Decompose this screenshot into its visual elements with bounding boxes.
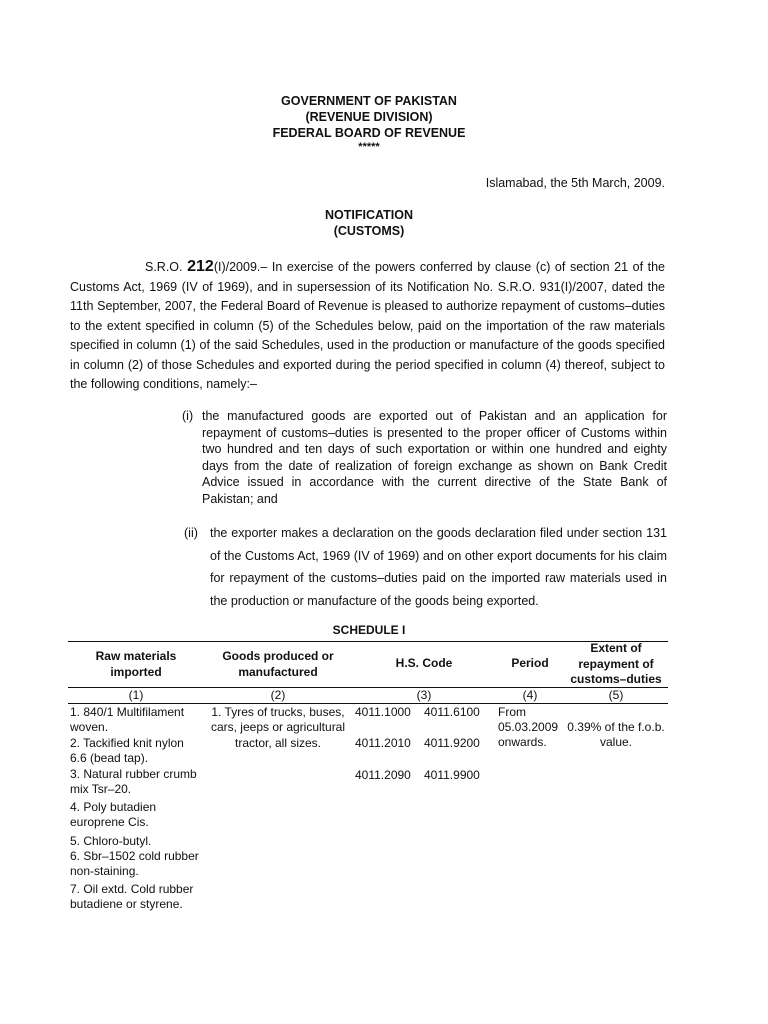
header-division: (REVENUE DIVISION) [305, 110, 433, 124]
column-header-hs-code: H.S. Code [395, 656, 453, 670]
preamble-paragraph [70, 257, 665, 395]
notification-subtitle: (CUSTOMS) [333, 224, 405, 238]
raw-material-item: 7. Oil extd. Cold rubber butadiene or styrene. [70, 882, 194, 912]
condition-number: (ii) [184, 526, 198, 540]
hs-code: 4011.2090 [355, 768, 411, 782]
condition-item [184, 522, 667, 612]
sro-number: 212 [187, 258, 214, 275]
schedule-title: SCHEDULE I [332, 623, 406, 637]
column-header-raw-materials: Raw materials imported [95, 649, 177, 679]
raw-material-item: 5. Chloro-butyl. [70, 834, 152, 848]
column-number: (3) [416, 688, 432, 702]
date-line: Islamabad, the 5th March, 2009. [485, 176, 665, 190]
preamble-body: – In exercise of the powers conferred by clause (c) of section 21 of the Customs Act, 1969 (IV of 1969), and in supersession of its Notification No. S.R.O. 931(I)/2007, dated the 11th September, 2007, the Federal Board of Revenue is pleased to authorize repayment of customs–duties to the extent specified in column (5) of the Schedules below, paid on the importation of the raw materials specified in column (1) of the said Schedules, used in the production or manufacture of the goods specified in column (2) of those Schedules and exported during the period specified in column (4) thereof, subject to the following conditions, namely:– [70, 260, 665, 391]
sro-prefix: S.R.O. [145, 260, 183, 274]
column-number: (1) [128, 688, 144, 702]
hs-code: 4011.1000 [355, 705, 411, 719]
goods-produced-cell: 1. Tyres of trucks, buses, cars, jeeps or agricultural tractor, all sizes. [210, 705, 346, 750]
condition-number: (i) [182, 409, 194, 423]
column-header-goods: Goods produced or manufactured [222, 649, 334, 679]
raw-material-item: 6. Sbr–1502 cold rubber non-staining. [70, 849, 199, 879]
column-number: (5) [608, 688, 624, 702]
extent-cell: 0.39% of the f.o.b. value. [567, 720, 665, 750]
header-stars: ***** [358, 141, 380, 153]
column-header-extent: Extent of repayment of customs–duties [570, 641, 662, 686]
hs-code: 4011.9200 [424, 736, 480, 750]
raw-material-item: 3. Natural rubber crumb mix Tsr–20. [70, 767, 197, 797]
condition-item [182, 408, 667, 507]
period-line: From [498, 705, 526, 719]
column-header-period: Period [511, 656, 549, 670]
table-colnum-rule [68, 703, 668, 704]
column-number: (2) [270, 688, 286, 702]
notification-title: NOTIFICATION [325, 208, 413, 222]
raw-material-item: 4. Poly butadien europrene Cis. [70, 800, 157, 830]
hs-code: 4011.2010 [355, 736, 411, 750]
hs-code: 4011.6100 [424, 705, 480, 719]
period-line: onwards. [498, 735, 547, 749]
condition-text: the manufactured goods are exported out of Pakistan and an application for repayment of customs–duties is presented to the proper officer of Customs within two hundred and ten days of such exportation or within one hundred and eighty days from the date of realization of foreign exchange as shown on Bank Credit Advice issued in accordance with the current directive of the State Bank of Pakistan; and [202, 409, 667, 506]
raw-material-item: 2. Tackified knit nylon 6.6 (bead tap). [70, 736, 184, 766]
hs-code: 4011.9900 [424, 768, 480, 782]
condition-text: the exporter makes a declaration on the goods declaration filed under section 131 of the Customs Act, 1969 (IV of 1969) and on other export documents for his claim for repayment of the customs–duties paid on the imported raw materials used in the production or manufacture of the goods being exported. [210, 526, 667, 608]
raw-material-item: 1. 840/1 Multifilament woven. [70, 705, 185, 735]
period-line: 05.03.2009 [498, 720, 559, 734]
column-number: (4) [522, 688, 538, 702]
sro-suffix: (I)/2009. [213, 260, 261, 274]
header-board: FEDERAL BOARD OF REVENUE [272, 126, 466, 140]
header-government: GOVERNMENT OF PAKISTAN [281, 94, 457, 108]
